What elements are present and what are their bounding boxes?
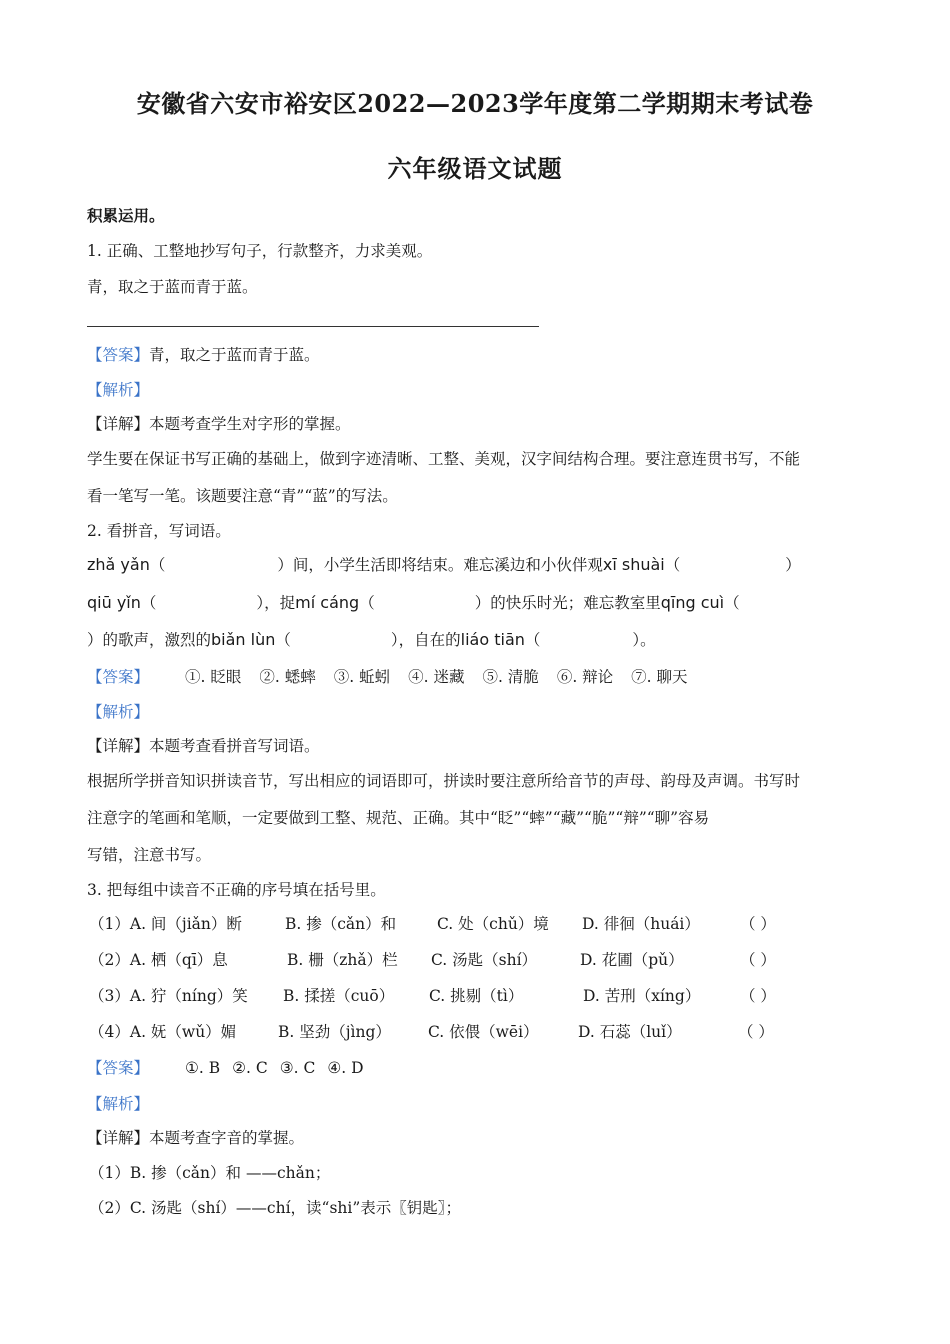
- q1-detail: 【详解】本题考查学生对字形的掌握。: [87, 415, 351, 433]
- q3-row: （2）A. 栖（qī）息: [89, 951, 228, 969]
- q2-line-3: ）的歌声，激烈的biǎn lùn（ ），自在的liáo tiān（ ）。: [87, 630, 656, 649]
- q3-option-d: D. 徘徊（huái）: [582, 915, 700, 933]
- q3-option-c: C. 汤匙（shí）: [431, 951, 538, 969]
- q2-explain-line-1: 根据所学拼音知识拼读音节，写出相应的词语即可，拼读时要注意所给音节的声母、韵母及声调。书写时: [87, 772, 801, 790]
- q2-answer-item: ③. 蚯蚓: [333, 668, 391, 686]
- q3-row: （4）A. 妩（wǔ）媚: [89, 1023, 237, 1041]
- q3-option-c: C. 处（chǔ）境: [437, 915, 549, 933]
- q2-answer-item: ④. 迷藏: [408, 668, 465, 686]
- q2-answer-item: ②. 蟋蟀: [259, 668, 316, 686]
- q3-row: （1）A. 间（jiǎn）断: [89, 915, 242, 933]
- q2-answer-item: ①. 眨眼: [185, 668, 242, 686]
- q2-prompt: 2. 看拼音，写词语。: [87, 522, 231, 540]
- exam-title: 安徽省六安市裕安区2022—2023学年度第二学期期末考试卷: [136, 89, 814, 118]
- q3-option-c: C. 挑剔（tì）: [429, 987, 524, 1005]
- q3-detail-item-2: （2）C. 汤匙（shí）——chí，读“shi”表示〖钥匙〗；: [89, 1199, 462, 1217]
- q3-answer-paren: （ ）: [740, 951, 776, 969]
- q1-analysis-label: 【解析】: [87, 381, 150, 399]
- q1-writing-line: [87, 326, 539, 327]
- q2-answer-item: ⑥. 辩论: [556, 668, 614, 686]
- q2-line-2: qiū yǐn（ ），捉mí cáng（ ）的快乐时光；难忘教室里qīng cuì（: [87, 593, 740, 612]
- q3-answer-item: ③. C: [279, 1059, 316, 1077]
- q3-answer-paren: （ ）: [740, 915, 776, 933]
- q3-analysis-label: 【解析】: [87, 1095, 150, 1113]
- q3-option-b: B. 坚劲（jìng）: [278, 1023, 391, 1041]
- q3-option-b: B. 栅（zhǎ）栏: [287, 951, 398, 969]
- q2-analysis-label: 【解析】: [87, 703, 150, 721]
- q2-explain-line-2: 注意字的笔画和笔顺，一定要做到工整、规范、正确。其中“眨”“蟀”“藏”“脆”“辩”“聊”容易: [87, 809, 710, 827]
- q1-answer: 【答案】青，取之于蓝而青于蓝。: [87, 346, 320, 364]
- q3-answer-item: ②. C: [232, 1059, 268, 1077]
- q3-prompt: 3. 把每组中读音不正确的序号填在括号里。: [87, 881, 386, 899]
- q2-explain-line-3: 写错，注意书写。: [87, 846, 212, 864]
- q3-option-d: D. 花圃（pǔ）: [580, 951, 684, 969]
- q1-explain-line-2: 看一笔写一笔。该题要注意“青”“蓝”的写法。: [87, 487, 398, 505]
- q3-answers: 【答案】 ①. B ②. C ③. C ④. D: [87, 1059, 364, 1077]
- q3-answer-paren: （ ）: [740, 987, 776, 1005]
- q3-option-b: B. 掺（cǎn）和: [285, 915, 397, 933]
- q2-line-1: zhǎ yǎn（ ）间，小学生活即将结束。难忘溪边和小伙伴观xī shuài（ ）: [87, 555, 801, 574]
- q3-answer-item: ④. D: [327, 1059, 364, 1077]
- q1-sentence: 青，取之于蓝而青于蓝。: [87, 278, 258, 296]
- q3-option-b: B. 揉搓（cuō）: [283, 987, 395, 1005]
- q2-answers: 【答案】 ①. 眨眼 ②. 蟋蟀 ③. 蚯蚓 ④. 迷藏 ⑤. 清脆 ⑥. 辩论 ⑦. 聊天: [87, 668, 688, 686]
- q3-option-d: D. 苦刑（xíng）: [583, 987, 701, 1005]
- q3-detail-item-1: （1）B. 掺（cǎn）和 ——chǎn；: [89, 1164, 331, 1182]
- q3-option-d: D. 石蕊（luǐ）: [578, 1023, 682, 1041]
- answer-label: 【答案】: [87, 346, 150, 364]
- q3-option-c: C. 依偎（wēi）: [428, 1023, 539, 1041]
- q3-answer-item: ①. B: [185, 1059, 221, 1077]
- q3-row: （3）A. 狞（níng）笑: [89, 987, 248, 1005]
- q1-prompt: 1. 正确、工整地抄写句子，行款整齐，力求美观。: [87, 242, 433, 260]
- q2-answer-item: ⑤. 清脆: [482, 668, 539, 686]
- section-heading: 积累运用。: [87, 206, 165, 225]
- q1-explain-line-1: 学生要在保证书写正确的基础上，做到字迹清晰、工整、美观，汉字间结构合理。要注意连贯书写，不能: [87, 450, 801, 468]
- q3-detail: 【详解】本题考查字音的掌握。: [87, 1129, 305, 1147]
- q2-answer-item: ⑦. 聊天: [631, 668, 688, 686]
- exam-subtitle: 六年级语文试题: [387, 154, 563, 183]
- q3-answer-paren: （ ）: [738, 1023, 774, 1041]
- q2-detail: 【详解】本题考查看拼音写词语。: [87, 737, 320, 755]
